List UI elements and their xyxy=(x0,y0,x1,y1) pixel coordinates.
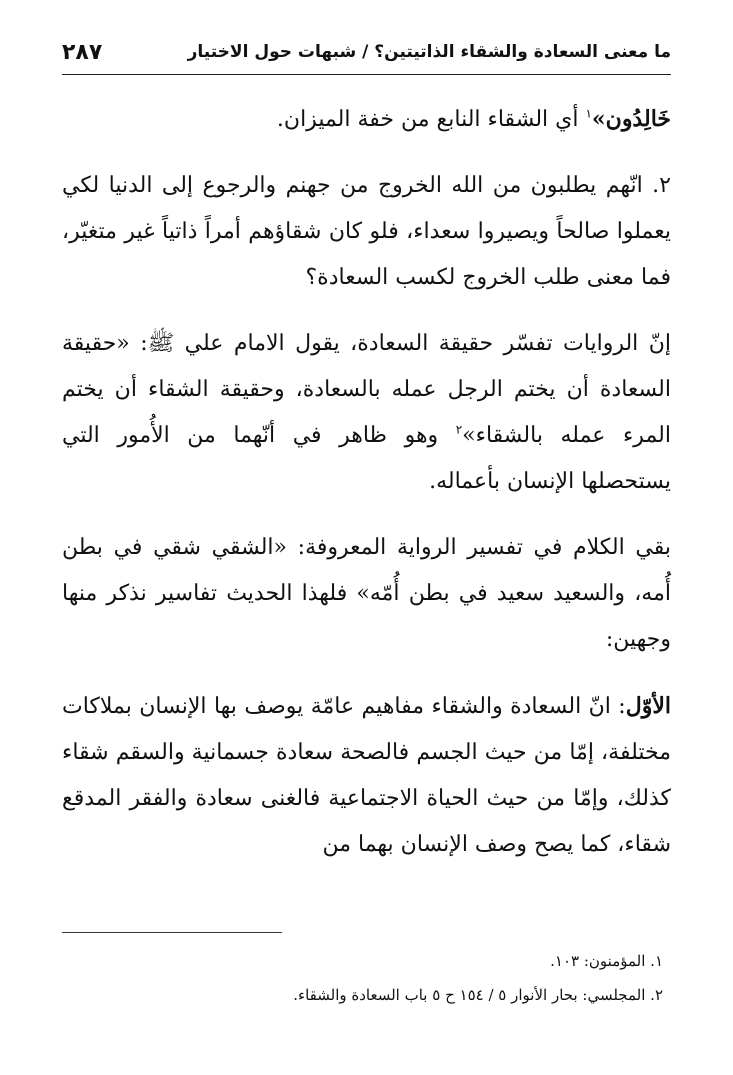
footnote-divider xyxy=(62,932,282,933)
paragraph-text: ٢. انّهم يطلبون من الله الخروج من جهنم والرجوع إلى الدنيا لكي يعملوا صالحاً ويصيروا سعداء، فلو كان شقاؤهم أمراً ذاتياً غير متغيّر، فما معنى طلب الخروج لكسب السعادة؟ xyxy=(62,173,671,290)
paragraph-known-narration xyxy=(62,525,671,663)
running-header xyxy=(62,30,671,75)
paragraph-text: إنّ الروايات تفسّر حقيقة السعادة، يقول الامام علي ﷺ: «حقيقة السعادة أن يختم الرجل عمله بالسعادة، وحقيقة الشقاء أن يختم المرء عمله بالشقاء» xyxy=(62,331,671,448)
footnote-1: ١. المؤمنون: ١٠٣. xyxy=(550,952,663,970)
paragraph-point-2 xyxy=(62,163,671,301)
paragraph-first-interpretation xyxy=(62,683,671,868)
footnote-2: ٢. المجلسي: بحار الأنوار ٥ / ١٥٤ ح ٥ باب السعادة والشقاء. xyxy=(293,986,663,1004)
first-heading: الأوّل xyxy=(625,693,671,719)
paragraph-continuation xyxy=(62,96,671,143)
running-header-title: ما معنى السعادة والشقاء الذاتيتين؟ / شبهات حول الاختيار xyxy=(187,42,671,62)
footnotes xyxy=(62,944,663,1012)
paragraph-text: أي الشقاء النابع من خفة الميزان. xyxy=(276,107,586,132)
quran-verse-end: خَالِدُون» xyxy=(591,106,671,132)
paragraph-text: بقي الكلام في تفسير الرواية المعروفة: «الشقي شقي في بطن أُمه، والسعيد سعيد في بطن أُمّه» فلهذا الحديث تفاسير نذكر منها وجهين: xyxy=(62,535,671,652)
body-text xyxy=(62,96,671,888)
paragraph-text-continued: وهو ظاهر في أنّهما من الأُمور التي يستحصلها الإنسان بأعماله. xyxy=(62,423,671,494)
paragraph-narrations xyxy=(62,321,671,505)
page-number: ٢٨٧ xyxy=(62,39,103,65)
footnote-marker-2: ٢ xyxy=(455,422,463,437)
footnote-marker-1: ١ xyxy=(585,106,592,121)
paragraph-text: : انّ السعادة والشقاء مفاهيم عامّة يوصف بها الإنسان بملاكات مختلفة، إمّا من حيث الجسم فالصحة سعادة جسمانية والسقم شقاء كذلك، وإمّا من حيث الحياة الاجتماعية فالغنى سعادة والفقر المدقع شقاء، كما يصح وصف الإنسان بهما من xyxy=(62,694,671,857)
